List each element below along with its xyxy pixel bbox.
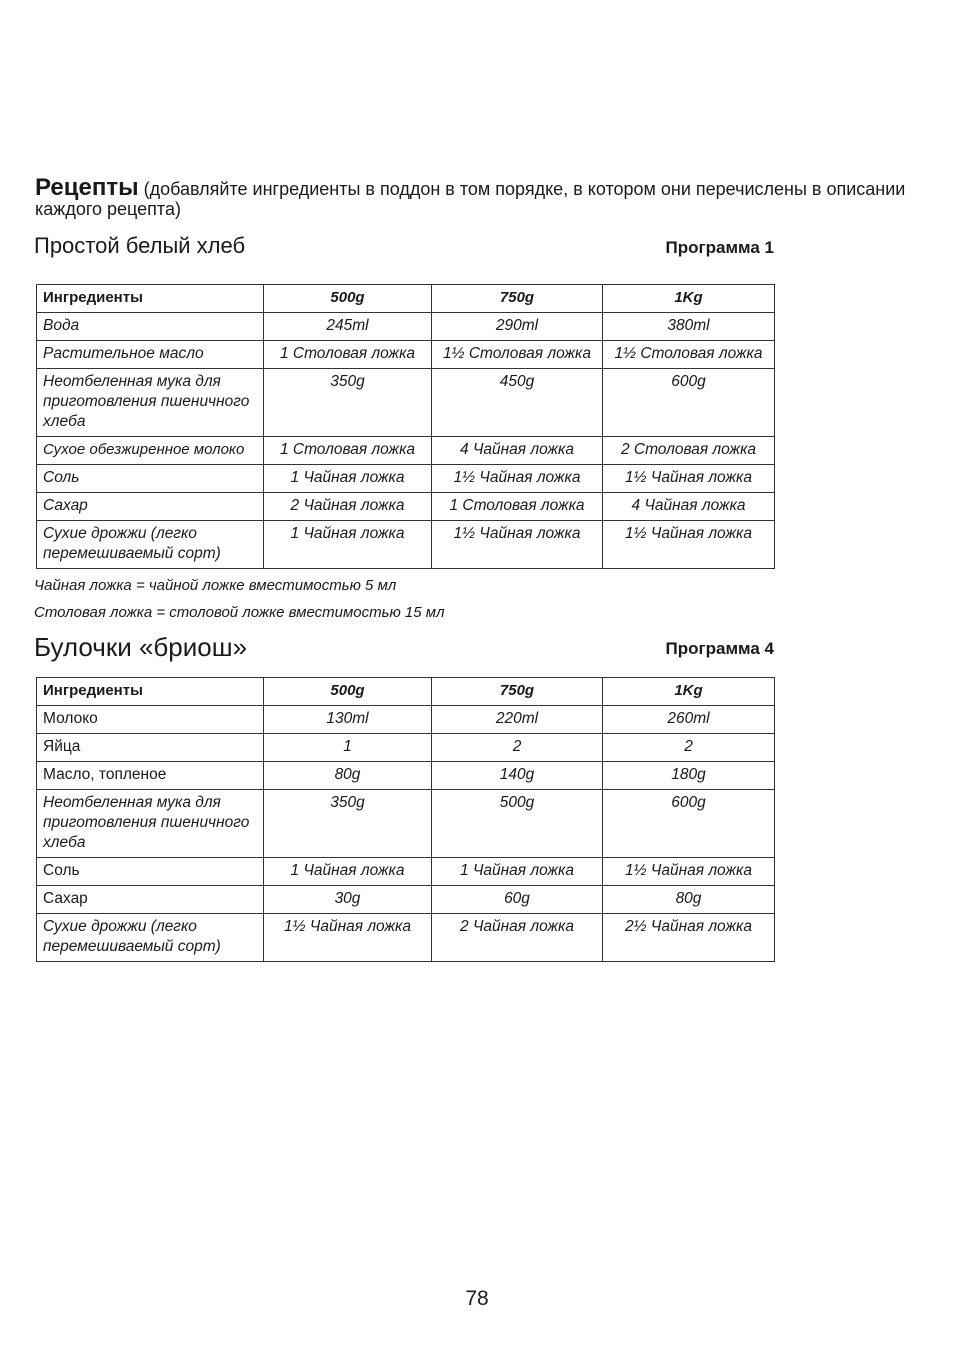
quantity-cell: 1 Столовая ложка	[264, 341, 432, 369]
quantity-cell: 1½ Столовая ложка	[432, 341, 603, 369]
ingredient-name: Неотбеленная мука для приготовления пшеничного хлеба	[37, 790, 264, 858]
quantity-cell: 260ml	[603, 706, 775, 734]
column-header: 500g	[264, 678, 432, 706]
quantity-cell: 1½ Чайная ложка	[603, 521, 775, 569]
quantity-cell: 380ml	[603, 313, 775, 341]
ingredient-name: Сухие дрожжи (легко перемешиваемый сорт)	[37, 914, 264, 962]
quantity-cell: 350g	[264, 369, 432, 437]
quantity-cell: 2 Чайная ложка	[432, 914, 603, 962]
ingredient-name: Сахар	[37, 493, 264, 521]
table-row	[37, 313, 775, 341]
program-label: Программа 4	[665, 639, 774, 658]
table-row	[37, 341, 775, 369]
table-row	[37, 858, 775, 886]
table-row	[37, 369, 775, 437]
quantity-cell: 245ml	[264, 313, 432, 341]
quantity-cell: 1½ Чайная ложка	[432, 465, 603, 493]
table-row	[37, 762, 775, 790]
quantity-cell: 130ml	[264, 706, 432, 734]
table-row	[37, 914, 775, 962]
table-header-row	[37, 285, 775, 313]
quantity-cell: 1½ Столовая ложка	[603, 341, 775, 369]
table-header-row	[37, 678, 775, 706]
table-row	[37, 437, 775, 465]
quantity-cell: 600g	[603, 790, 775, 858]
quantity-cell: 2 Столовая ложка	[603, 437, 775, 465]
measure-note: Столовая ложка = столовой ложке вместимостью 15 мл	[34, 604, 445, 621]
quantity-cell: 1 Чайная ложка	[264, 521, 432, 569]
ingredient-name: Неотбеленная мука для приготовления пшеничного хлеба	[37, 369, 264, 437]
table-row	[37, 521, 775, 569]
quantity-cell: 2	[432, 734, 603, 762]
recipe-title: Простой белый хлеб	[34, 233, 246, 258]
quantity-cell: 80g	[603, 886, 775, 914]
quantity-cell: 140g	[432, 762, 603, 790]
column-header: 1Kg	[603, 285, 775, 313]
column-header: 1Kg	[603, 678, 775, 706]
quantity-cell: 290ml	[432, 313, 603, 341]
quantity-cell: 220ml	[432, 706, 603, 734]
table-row	[37, 886, 775, 914]
quantity-cell: 1½ Чайная ложка	[603, 858, 775, 886]
quantity-cell: 1	[264, 734, 432, 762]
column-header: Ингредиенты	[37, 285, 264, 313]
table-row	[37, 493, 775, 521]
recipe-table-white-bread	[36, 284, 775, 569]
ingredient-name: Вода	[37, 313, 264, 341]
ingredient-name: Сухие дрожжи (легко перемешиваемый сорт)	[37, 521, 264, 569]
quantity-cell: 180g	[603, 762, 775, 790]
quantity-cell: 1½ Чайная ложка	[603, 465, 775, 493]
quantity-cell: 1½ Чайная ложка	[432, 521, 603, 569]
table-row	[37, 706, 775, 734]
column-header: 500g	[264, 285, 432, 313]
recipe-table-brioche	[36, 677, 775, 962]
ingredient-name: Сахар	[37, 886, 264, 914]
quantity-cell: 1 Чайная ложка	[264, 465, 432, 493]
quantity-cell: 1 Чайная ложка	[432, 858, 603, 886]
quantity-cell: 30g	[264, 886, 432, 914]
table-row	[37, 790, 775, 858]
quantity-cell: 60g	[432, 886, 603, 914]
quantity-cell: 1½ Чайная ложка	[264, 914, 432, 962]
ingredient-name: Масло, топленое	[37, 762, 264, 790]
quantity-cell: 4 Чайная ложка	[603, 493, 775, 521]
column-header: Ингредиенты	[37, 678, 264, 706]
quantity-cell: 2	[603, 734, 775, 762]
table-row	[37, 465, 775, 493]
quantity-cell: 350g	[264, 790, 432, 858]
quantity-cell: 450g	[432, 369, 603, 437]
ingredient-name: Соль	[37, 465, 264, 493]
table-row	[37, 734, 775, 762]
quantity-cell: 1 Столовая ложка	[432, 493, 603, 521]
page-number: 78	[465, 1287, 489, 1310]
column-header: 750g	[432, 678, 603, 706]
quantity-cell: 500g	[432, 790, 603, 858]
page-title: Рецепты	[35, 174, 139, 201]
intro-paragraph	[35, 174, 935, 219]
ingredient-name: Соль	[37, 858, 264, 886]
quantity-cell: 600g	[603, 369, 775, 437]
ingredient-name: Молоко	[37, 706, 264, 734]
quantity-cell: 2½ Чайная ложка	[603, 914, 775, 962]
quantity-cell: 1 Столовая ложка	[264, 437, 432, 465]
quantity-cell: 1 Чайная ложка	[264, 858, 432, 886]
quantity-cell: 80g	[264, 762, 432, 790]
program-label: Программа 1	[665, 238, 774, 257]
measure-note: Чайная ложка = чайной ложке вместимостью 5 мл	[34, 577, 397, 594]
recipe-title: Булочки «бриош»	[34, 632, 248, 662]
ingredient-name: Яйца	[37, 734, 264, 762]
ingredient-name: Растительное масло	[37, 341, 264, 369]
quantity-cell: 4 Чайная ложка	[432, 437, 603, 465]
intro-text: (добавляйте ингредиенты в поддон в том порядке, в котором они перечислены в описании каждого рецепта)	[35, 179, 906, 219]
column-header: 750g	[432, 285, 603, 313]
ingredient-name: Сухое обезжиренное молоко	[37, 437, 264, 465]
quantity-cell: 2 Чайная ложка	[264, 493, 432, 521]
